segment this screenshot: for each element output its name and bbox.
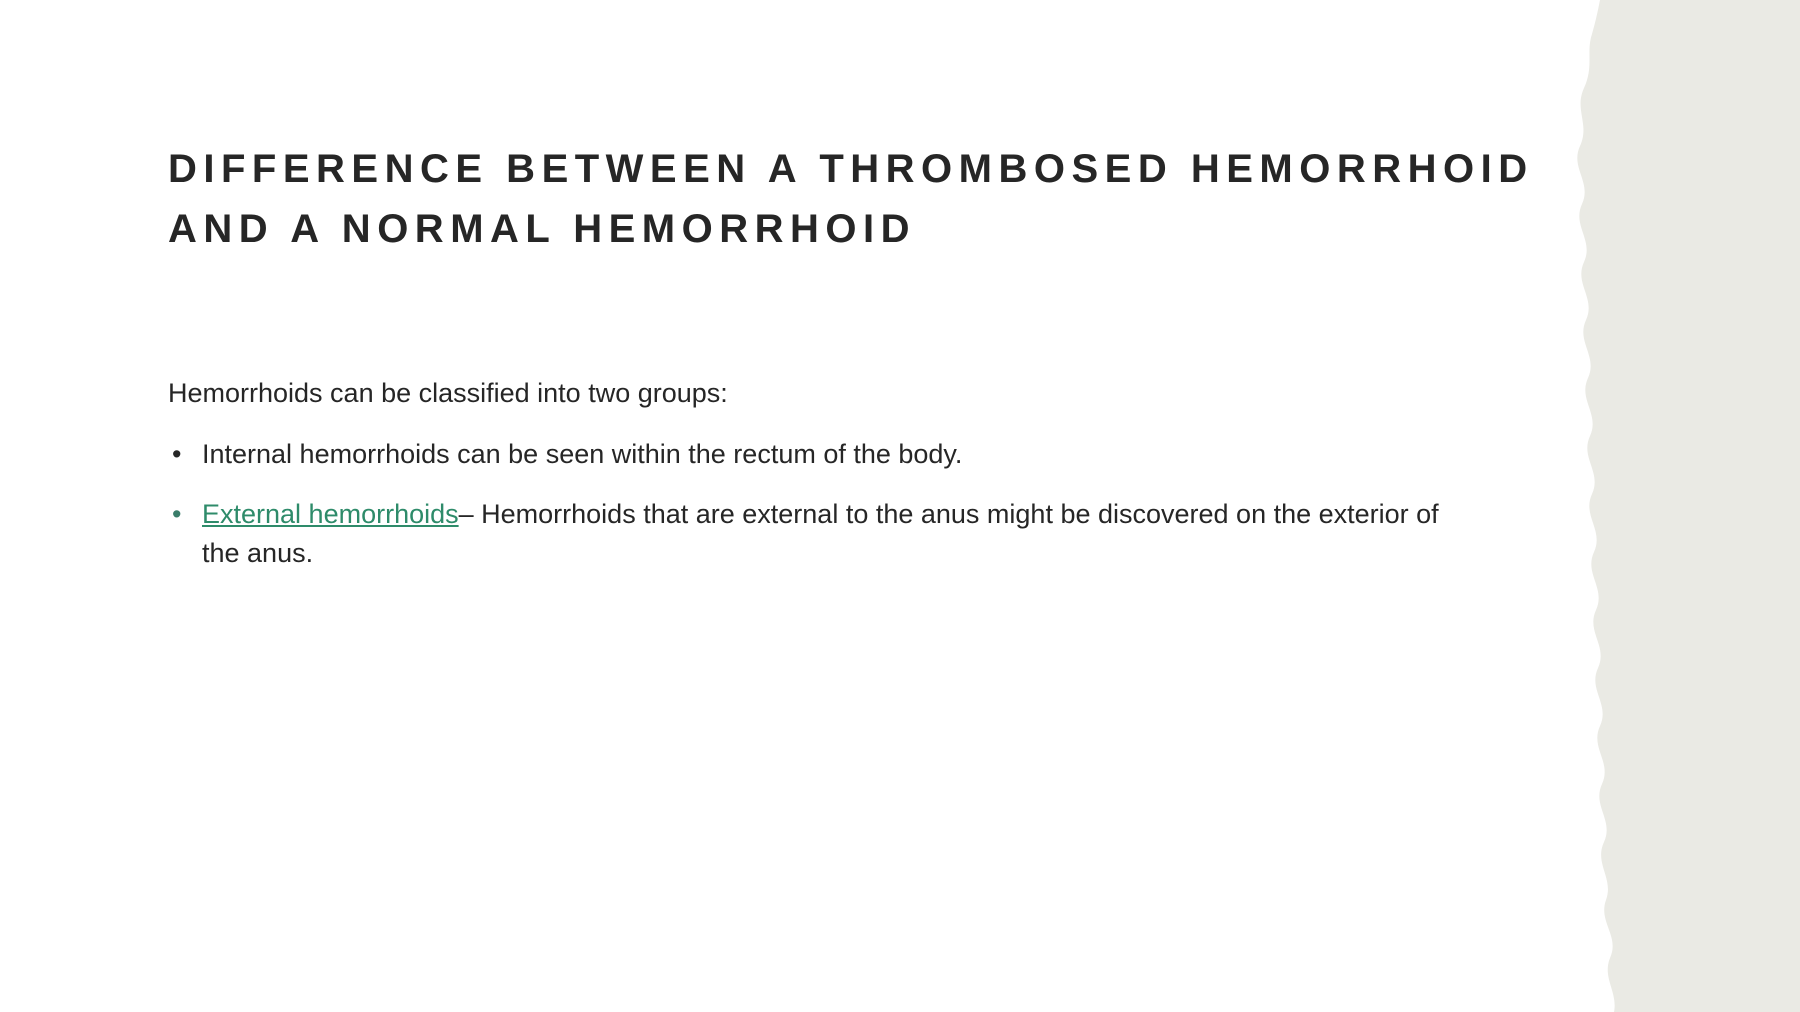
body-text-block	[168, 375, 1458, 593]
list-item	[168, 435, 1458, 474]
bullet-dot-icon: •	[172, 498, 182, 529]
slide-content	[168, 0, 1588, 1012]
bullet-dot-icon: •	[172, 439, 182, 470]
list-item-label: – Hemorrhoids that are external to the anus might be discovered on the exterior of the anus.	[202, 498, 1439, 568]
intro-paragraph: Hemorrhoids can be classified into two groups:	[168, 378, 728, 408]
list-item-label: Internal hemorrhoids can be seen within the rectum of the body.	[202, 439, 963, 470]
page-title: DIFFERENCE BETWEEN A THROMBOSED HEMORRHOID AND A NORMAL HEMORRHOID	[168, 146, 1534, 251]
list-item	[168, 495, 1458, 573]
external-hemorrhoids-link[interactable]: External hemorrhoids	[202, 498, 459, 529]
hemorrhoid-type-list	[168, 435, 1458, 572]
